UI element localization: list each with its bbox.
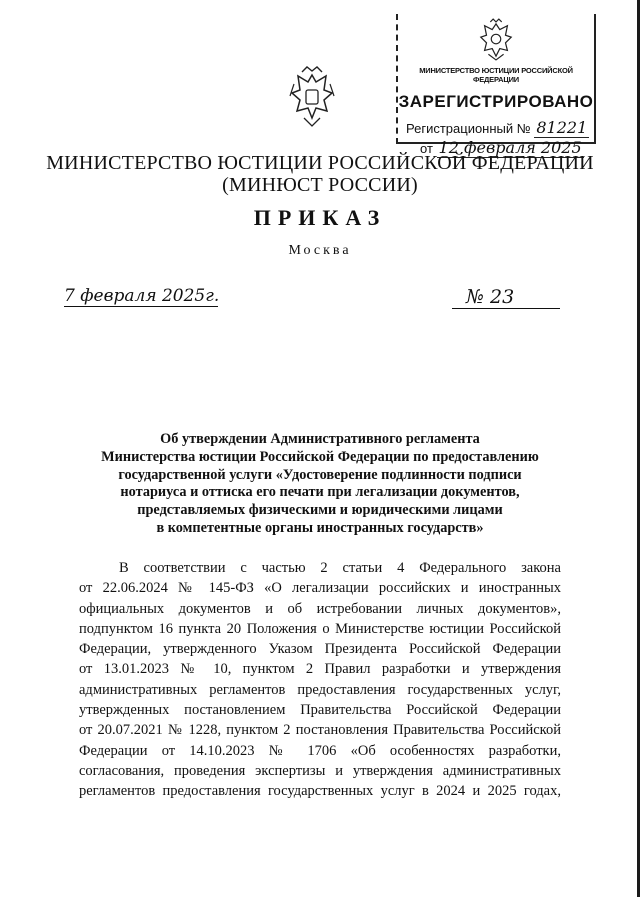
subject-line: представляемых физическими и юридическими лицами — [137, 502, 503, 519]
order-date: 7 февраля 2025г. — [64, 286, 220, 306]
body-line: административных регламентов предоставления государственных услуг, — [79, 681, 561, 698]
registration-stamp — [396, 14, 596, 157]
subject-line: Об утверждении Административного регламента — [160, 431, 480, 447]
city-label: Москва — [288, 243, 352, 258]
body-line: от 13.01.2023 № 10, пунктом 2 Правил разработки и утверждения — [79, 661, 561, 678]
subject-line: нотариуса и оттиска его печати при легализации документов, — [120, 484, 520, 501]
stamp-reg-label: Регистрационный № — [406, 121, 531, 136]
body-line: регламентов предоставления государственных услуг в 2024 и 2025 годах, — [79, 783, 561, 800]
stamp-date-value: 12 февраля 2025 — [438, 138, 582, 157]
body-line: Федерации, утвержденного Указом Президента Российской Федерации — [79, 641, 561, 658]
order-number: № 23 — [452, 286, 560, 309]
stamp-registered-label: ЗАРЕГИСТРИРОВАНО — [398, 92, 594, 111]
stamp-reg-number: 81221 — [536, 118, 588, 137]
body-line: Федерации от 14.10.2023 № 1706 «Об особенностях разработки, — [79, 742, 561, 759]
body-paragraph — [79, 558, 561, 802]
body-line: утвержденных постановлением Правительства Российской Федерации — [79, 702, 561, 719]
stamp-ministry-name: МИНИСТЕРСТВО ЮСТИЦИИ РОССИЙСКОЙ ФЕДЕРАЦИИ — [419, 66, 573, 84]
order-subject — [60, 431, 580, 538]
body-line: согласования, проведения экспертизы и утверждения административных — [79, 762, 561, 779]
body-line: В соответствии с частью 2 статьи 4 Федерального закона — [119, 560, 561, 576]
coat-of-arms-icon — [477, 18, 515, 62]
document-type-title: ПРИКАЗ — [253, 205, 387, 230]
body-line: официальных документов и об истребовании личных документов», — [79, 600, 561, 617]
ministry-title-line1: МИНИСТЕРСТВО ЮСТИЦИИ РОССИЙСКОЙ ФЕДЕРАЦИИ — [46, 152, 594, 174]
body-line: подпунктом 16 пункта 20 Положения о Министерстве юстиции Российской — [79, 620, 561, 637]
subject-line: в компетентные органы иностранных государств» — [156, 519, 484, 536]
stamp-registration-line — [406, 118, 589, 137]
stamp-date-label: от — [420, 141, 433, 156]
body-line: от 22.06.2024 № 145-ФЗ «О легализации российских и иностранных — [79, 580, 561, 597]
ministry-title-line2: (МИНЮСТ РОССИИ) — [222, 174, 418, 196]
subject-line: Министерства юстиции Российской Федерации по предоставлению — [101, 448, 539, 465]
ministry-title — [0, 152, 640, 196]
subject-line: государственной услуги «Удостоверение подлинности подписи — [118, 466, 522, 483]
coat-of-arms-icon — [288, 66, 336, 128]
body-line: от 20.07.2021 № 1228, пунктом 2 постановления Правительства Российской — [79, 722, 561, 739]
